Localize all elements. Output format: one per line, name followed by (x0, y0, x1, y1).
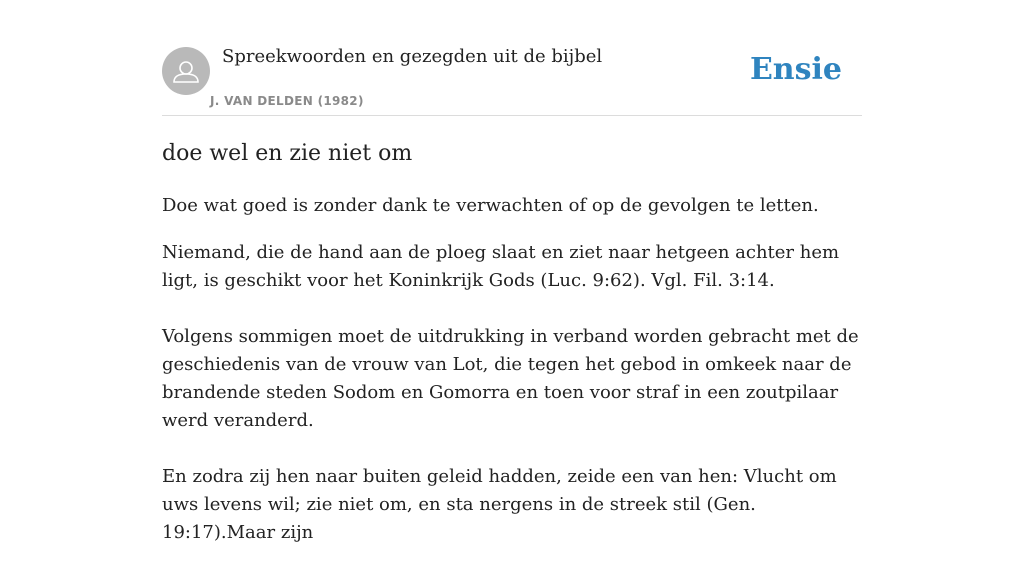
brand-logo[interactable]: Ensie (749, 52, 842, 87)
entry-header (162, 0, 862, 116)
body-paragraph: Volgens sommigen moet de uitdrukking in verband worden gebracht met de geschiedenis van de vrouw van Lot, die tegen het gebod in omkeek naar de brandende steden Sodom en Gomorra en toen voor straf in een zoutpilaar werd veranderd. (162, 326, 859, 431)
user-avatar-icon[interactable] (162, 47, 210, 95)
body-paragraph: Niemand, die de hand aan de ploeg slaat en ziet naar hetgeen achter hem ligt, is geschikt voor het Koninkrijk Gods (Luc. 9:62). Vgl. Fil. 3:14. (162, 242, 840, 291)
entry-body (162, 239, 862, 575)
body-paragraph: En zodra zij hen naar buiten geleid hadden, zeide een van hen: Vlucht om uws levens wil; zie niet om, en sta nergens in de streek stil (Gen. 19:17).Maar zijn (162, 466, 837, 543)
author-byline: J. VAN DELDEN (1982) (210, 94, 364, 108)
entry-title: doe wel en zie niet om (162, 141, 413, 166)
entry-definition: Doe wat goed is zonder dank te verwachten of op de gevolgen te letten. (162, 195, 819, 216)
entry-card (162, 0, 862, 543)
avatar-silhouette (162, 47, 210, 95)
book-title[interactable]: Spreekwoorden en gezegden uit de bijbel (222, 46, 603, 67)
